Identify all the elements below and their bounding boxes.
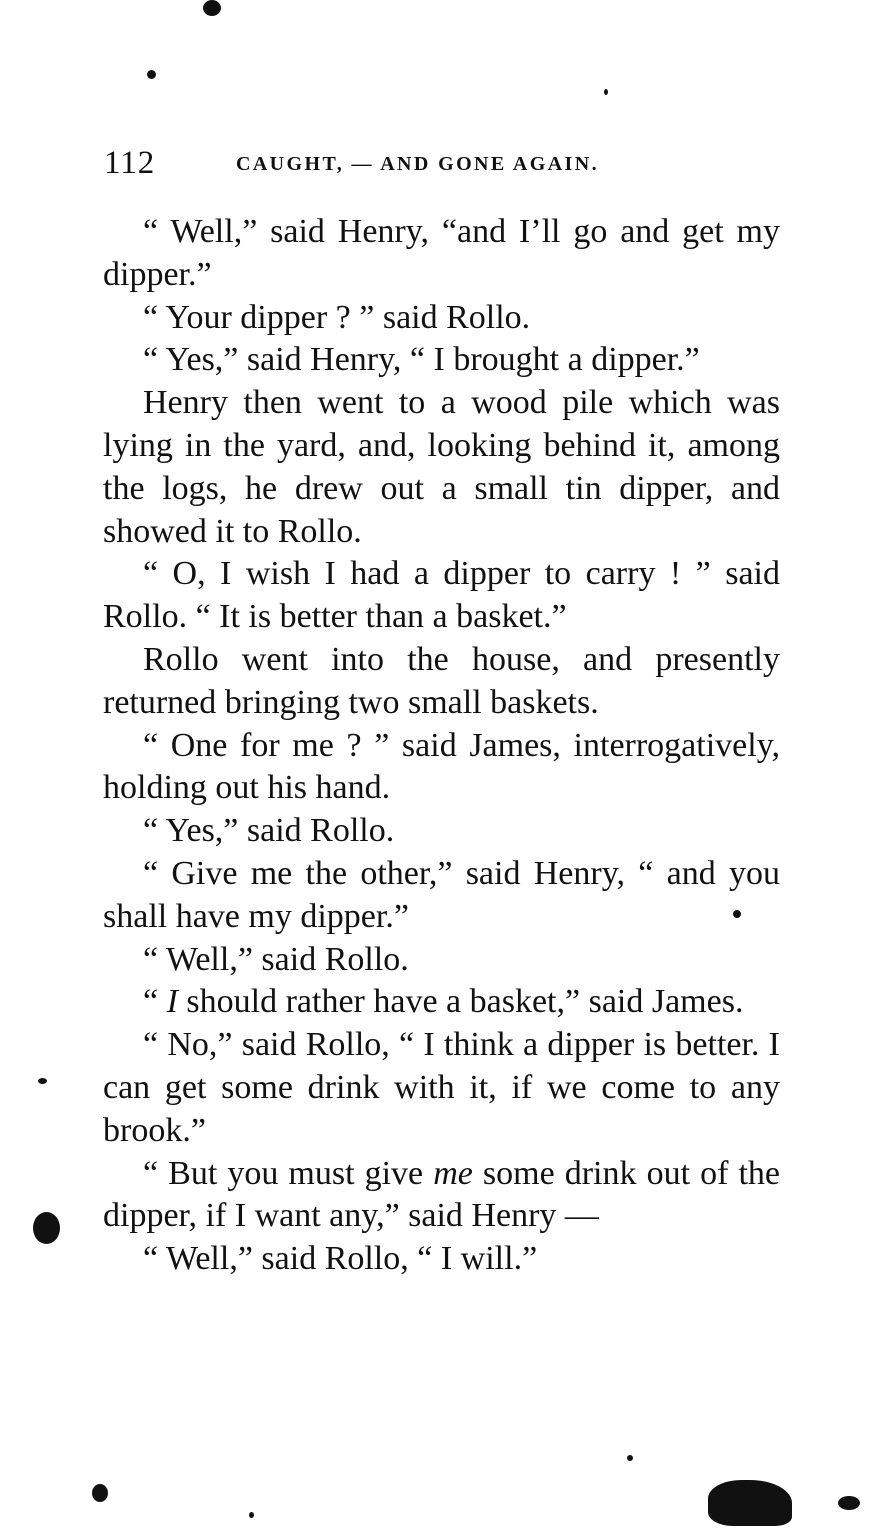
paragraph: “ One for me ? ” said James, interrogatively, holding out his hand. (103, 726, 780, 807)
paragraph-text: should rather have a basket,” said James. (177, 983, 744, 1021)
ink-speck (147, 70, 156, 79)
paragraph: “ No,” said Rollo, “ I think a dipper is better. I can get some drink with it, if we come to any brook.” (103, 1026, 780, 1149)
paragraph: “ Well,” said Rollo. (143, 940, 409, 978)
ink-speck (249, 1512, 254, 1518)
emphasis: I (166, 983, 178, 1021)
ink-speck (838, 1496, 860, 1510)
paragraph: Rollo went into the house, and presently returned bringing two small baskets. (103, 640, 780, 721)
paragraph: “ Well,” said Rollo, “ I will.” (143, 1240, 538, 1278)
paragraph (103, 981, 780, 1024)
paragraph: “ O, I wish I had a dipper to carry ! ” said Rollo. “ It is better than a basket.” (103, 555, 780, 636)
page-header (104, 143, 784, 183)
paragraph: “ Give me the other,” said Henry, “ and you shall have my dipper.” (103, 854, 780, 935)
paragraph: Henry then went to a wood pile which was lying in the yard, and, looking behind it, among the logs, he drew out a small tin dipper, and showed it to Rollo. (103, 384, 780, 550)
emphasis: me (433, 1154, 473, 1192)
paragraph-text: some drink out of the dipper, if I want any,” said Henry — (103, 1154, 780, 1235)
paragraph: “ Yes,” said Henry, “ I brought a dipper.” (143, 341, 700, 379)
ink-speck (33, 1212, 60, 1244)
paragraph (103, 1153, 780, 1239)
paragraph-text: “ But you must give (143, 1154, 434, 1192)
ink-speck (92, 1484, 108, 1502)
running-head: CAUGHT, — AND GONE AGAIN. (236, 153, 599, 175)
paragraph: “ Your dipper ? ” said Rollo. (143, 298, 531, 336)
ink-speck (38, 1078, 47, 1084)
ink-speck (708, 1480, 792, 1526)
paragraph-text: “ (143, 983, 167, 1021)
body-text (103, 211, 780, 1281)
ink-speck (604, 89, 608, 95)
ink-speck (627, 1455, 633, 1461)
ink-speck (203, 0, 221, 16)
page-number: 112 (104, 145, 156, 181)
paragraph: “ Well,” said Henry, “and I’ll go and get my dipper.” (103, 213, 780, 293)
paragraph: “ Yes,” said Rollo. (143, 812, 395, 850)
